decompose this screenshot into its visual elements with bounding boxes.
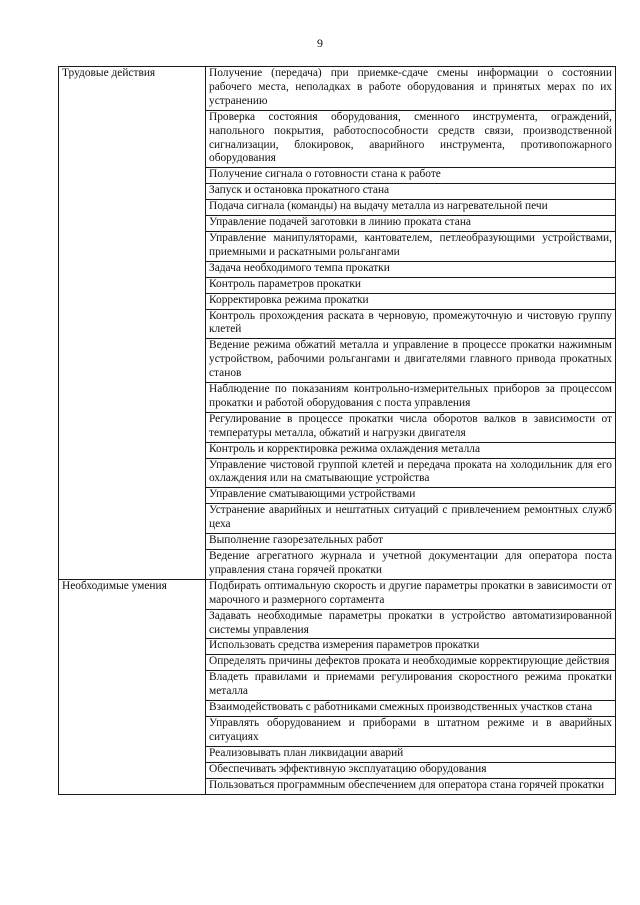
table-cell [206, 442, 616, 458]
table-cell [206, 216, 616, 232]
item-text: Регулирование в процессе прокатки числа оборотов валков в зависимости от температуры металла, обжатий и нагрузки двигателя [209, 412, 612, 439]
table-cell [206, 458, 616, 488]
table-cell [206, 200, 616, 216]
item-text: Контроль и корректировка режима охлаждения металла [209, 442, 480, 455]
item-text: Корректировка режима прокатки [209, 293, 369, 306]
item-text: Взаимодействовать с работниками смежных производственных участков стана [209, 701, 593, 714]
table-row [59, 67, 616, 111]
table-row [59, 579, 616, 609]
table-cell [206, 778, 616, 794]
requirements-table [58, 66, 616, 795]
table-cell [206, 277, 616, 293]
table-cell [206, 110, 616, 168]
item-text: Управление подачей заготовки в линию проката стана [209, 216, 471, 229]
table-cell [206, 639, 616, 655]
table-cell [206, 231, 616, 261]
item-text: Управление чистовой группой клетей и передача проката на холодильник для его охлаждения или на сматывающие устройства [209, 458, 612, 485]
section-title: Трудовые действия [59, 67, 206, 580]
item-text: Получение сигнала о готовности стана к работе [209, 168, 441, 181]
item-text: Пользоваться программным обеспечением для оператора стана горячей прокатки [209, 778, 605, 791]
table-cell [206, 701, 616, 717]
item-text: Задавать необходимые параметры прокатки в устройство автоматизированной системы управления [209, 609, 612, 636]
table-body [59, 67, 616, 795]
table-cell [206, 339, 616, 383]
table-cell [206, 550, 616, 580]
table-cell [206, 412, 616, 442]
table-cell [206, 504, 616, 534]
table-cell [206, 579, 616, 609]
table-cell [206, 383, 616, 413]
table-cell [206, 293, 616, 309]
table-cell [206, 716, 616, 746]
table-cell [206, 655, 616, 671]
item-text: Управление сматывающими устройствами [209, 488, 416, 501]
item-text: Подбирать оптимальную скорость и другие параметры прокатки в зависимости от марочного и размерного сортамента [209, 579, 612, 606]
table-cell [206, 609, 616, 639]
item-text: Выполнение газорезательных работ [209, 534, 384, 547]
table-cell [206, 168, 616, 184]
section-title: Необходимые умения [59, 579, 206, 794]
item-text: Управлять оборудованием и приборами в штатном режиме и в аварийных ситуациях [209, 716, 612, 743]
item-text: Ведение агрегатного журнала и учетной документации для оператора поста управления стана горячей прокатки [209, 550, 612, 576]
item-text: Запуск и остановка прокатного стана [209, 184, 390, 197]
table-cell [206, 184, 616, 200]
table-cell [206, 67, 616, 111]
table-cell [206, 671, 616, 701]
item-text: Владеть правилами и приемами регулирования скоростного режима прокатки металла [209, 671, 612, 698]
page-number: 9 [317, 36, 323, 50]
item-text: Получение (передача) при приемке-сдаче смены информации о состоянии рабочего места, неполадках в работе оборудования и принятых мерах по их устранению [209, 67, 612, 107]
item-text: Использовать средства измерения параметров прокатки [209, 639, 480, 652]
item-text: Определять причины дефектов проката и необходимые корректирующие действия [209, 655, 610, 668]
item-text: Реализовывать план ликвидации аварий [209, 746, 404, 759]
item-text: Обеспечивать эффективную эксплуатацию оборудования [209, 762, 487, 775]
item-text: Контроль прохождения раската в черновую, промежуточную и чистовую группу клетей [209, 309, 612, 336]
item-text: Устранение аварийных и нештатных ситуаций с привлечением ремонтных служб цеха [209, 504, 612, 531]
table-cell [206, 309, 616, 339]
item-text: Наблюдение по показаниям контрольно-измерительных приборов за процессом прокатки и работой оборудования с поста управления [209, 383, 612, 409]
table-cell [206, 746, 616, 762]
item-text: Управление манипуляторами, кантователем, петлеобразующими устройствами, приемными и раскатными рольгангами [209, 231, 612, 258]
table-cell [206, 534, 616, 550]
item-text: Ведение режима обжатий металла и управление в процессе прокатки нажимным устройством, рабочими рольгангами и двигателями главного привода прокатных станов [209, 339, 612, 380]
table-cell [206, 261, 616, 277]
item-text: Проверка состояния оборудования, сменного инструмента, ограждений, напольного покрытия, работоспособности средств связи, производственной сигнализации, блокировок, аварийного инструмента, противопожарного оборудования [209, 110, 612, 165]
item-text: Задача необходимого темпа прокатки [209, 261, 390, 274]
table-cell [206, 762, 616, 778]
item-text: Контроль параметров прокатки [209, 277, 362, 290]
item-text: Подача сигнала (команды) на выдачу металла из нагревательной печи [209, 200, 548, 213]
table-cell [206, 488, 616, 504]
